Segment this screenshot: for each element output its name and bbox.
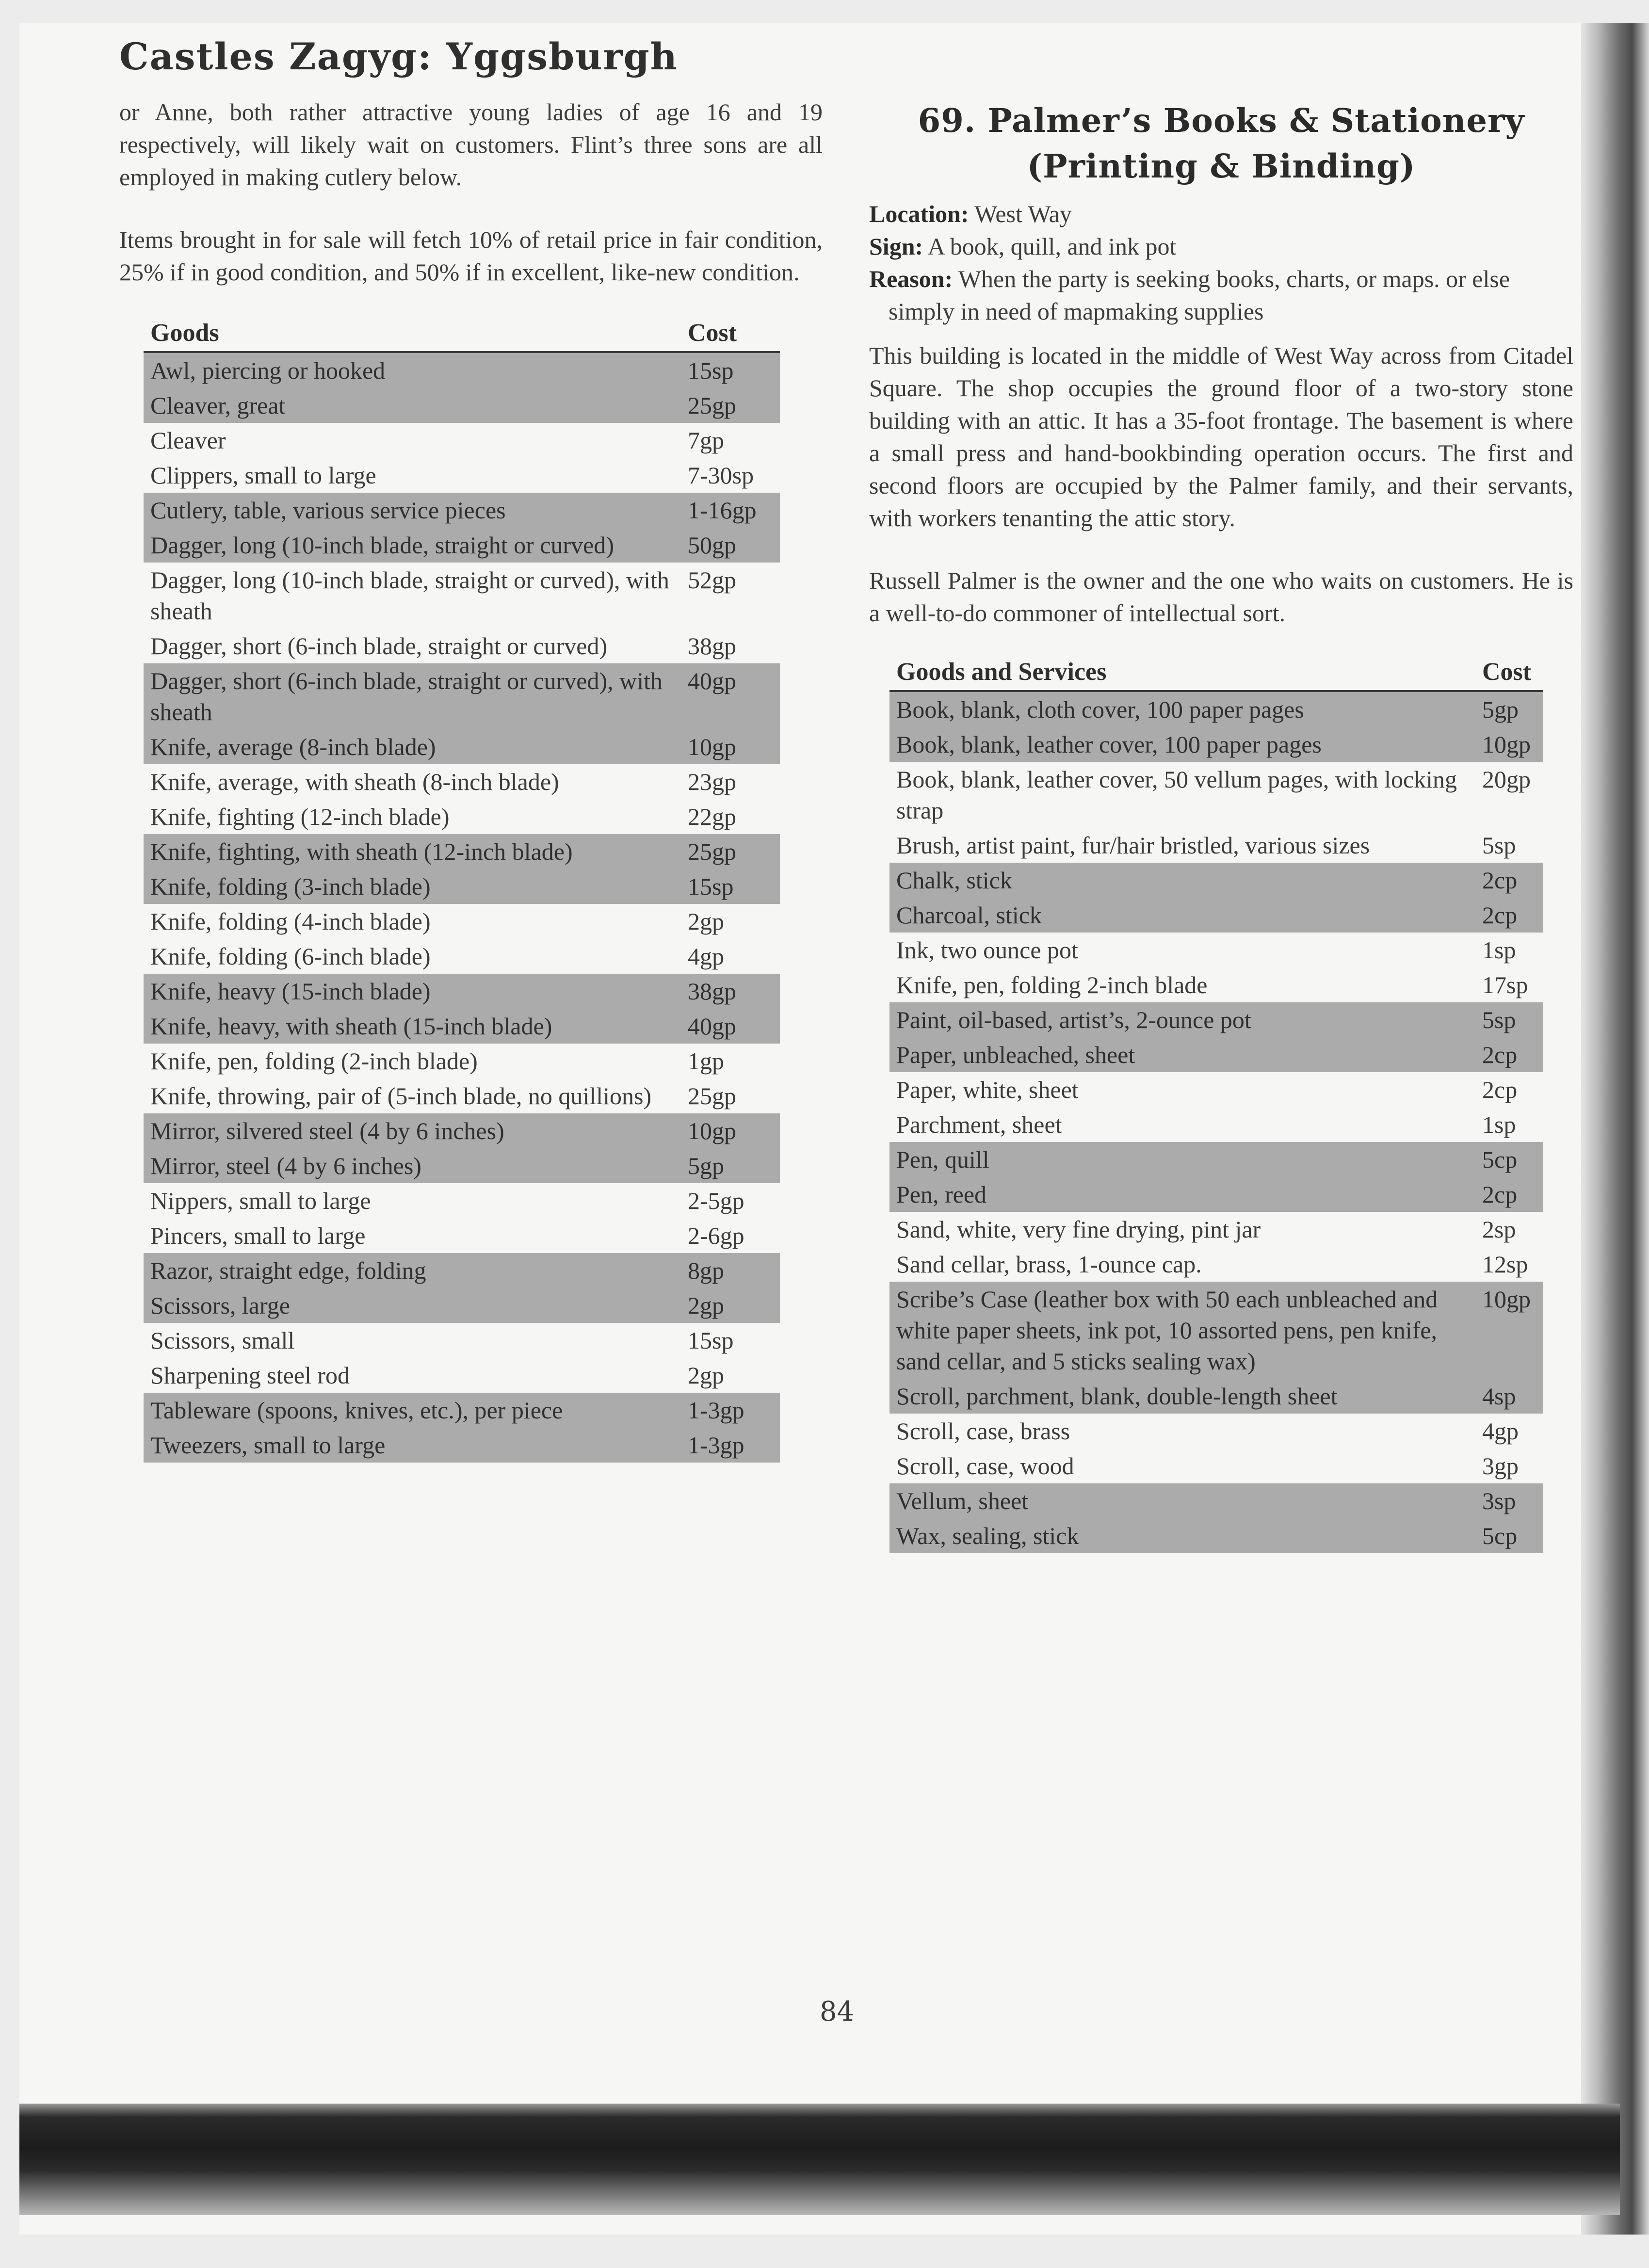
item-cell: Knife, folding (6-inch blade) [150, 943, 431, 970]
cost-cell: 50gp [681, 528, 780, 563]
table-header-row [144, 319, 780, 352]
sign-field [869, 230, 1573, 263]
item-cell: Sand cellar, brass, 1-ounce cap. [896, 1251, 1202, 1278]
table-row [889, 1072, 1543, 1107]
cost-cell: 22gp [688, 803, 736, 830]
table-row [889, 1177, 1543, 1212]
books-goods-table [889, 658, 1543, 1553]
item-cell: Charcoal, stick [889, 898, 1475, 933]
right-column [869, 96, 1573, 1553]
cost-cell: 52gp [688, 566, 736, 594]
cost-cell: 1-16gp [681, 493, 780, 528]
item-cell: Dagger, short (6-inch blade, straight or curved), with sheath [144, 663, 681, 729]
cost-cell: 5gp [1475, 691, 1543, 727]
table-row [144, 1323, 780, 1358]
shop-details [869, 198, 1573, 328]
table-row [144, 352, 780, 388]
table-row [144, 1253, 780, 1288]
sign-label: Sign: [869, 233, 923, 260]
table-row [144, 1288, 780, 1323]
right-paragraph-1: This building is located in the middle of West Way across from Citadel Square. The shop occupies the ground floor of a two-story stone building with an attic. It has a 35-foot frontage. The basement is where a small press and hand-bookbinding operation occurs. The first and second floors are occupied by the Palmer family, and their servants, with workers tenanting the attic story. [869, 342, 1573, 531]
item-cell: Clippers, small to large [150, 462, 376, 489]
table-row [889, 1282, 1543, 1379]
item-cell: Sharpening steel rod [150, 1362, 350, 1389]
books-goods-rows [889, 691, 1543, 1553]
item-cell: Scissors, large [144, 1288, 681, 1323]
item-cell: Wax, sealing, stick [889, 1518, 1475, 1553]
cost-cell: 2cp [1475, 1037, 1543, 1072]
cost-cell: 2gp [688, 1362, 724, 1389]
cost-cell: 5cp [1475, 1518, 1543, 1553]
cost-cell: 1sp [1482, 936, 1516, 964]
cost-cell: 1-3gp [681, 1393, 780, 1428]
shop-title [869, 98, 1573, 189]
item-cell: Vellum, sheet [889, 1483, 1475, 1518]
item-cell: Dagger, short (6-inch blade, straight or curved) [150, 632, 608, 659]
cost-column-header: Cost [1475, 658, 1543, 691]
cutlery-goods-table [144, 319, 780, 1463]
table-row [889, 1448, 1543, 1483]
cost-cell: 4gp [1482, 1417, 1519, 1445]
cost-cell: 1sp [1482, 1111, 1516, 1138]
table-row [889, 898, 1543, 933]
item-cell: Tweezers, small to large [144, 1428, 681, 1463]
table-row [889, 1142, 1543, 1177]
table-row [144, 834, 780, 869]
table-row [144, 663, 780, 729]
table-row [889, 1037, 1543, 1072]
cost-cell: 17sp [1482, 971, 1528, 998]
table-row [889, 933, 1543, 967]
reason-value: When the party is seeking books, charts, or maps. or else simply in need of mapmaking supplies [889, 265, 1510, 325]
table-row [144, 1393, 780, 1428]
table-row [144, 799, 780, 834]
cost-cell: 4gp [688, 943, 724, 970]
cost-cell: 10gp [1475, 727, 1543, 762]
cost-cell: 2-5gp [688, 1187, 744, 1214]
cost-cell: 4sp [1475, 1379, 1543, 1414]
item-cell: Mirror, silvered steel (4 by 6 inches) [144, 1113, 681, 1148]
item-cell: Knife, pen, folding (2-inch blade) [150, 1047, 478, 1075]
cost-cell: 25gp [681, 834, 780, 869]
table-row [889, 1107, 1543, 1142]
table-row [144, 1218, 780, 1253]
table-row [144, 869, 780, 904]
item-cell: Knife, fighting (12-inch blade) [150, 803, 450, 830]
item-cell: Chalk, stick [889, 863, 1475, 898]
cost-column-header: Cost [681, 319, 780, 352]
goods-column-header: Goods [144, 319, 681, 352]
item-cell: Book, blank, leather cover, 50 vellum pages, with locking strap [896, 766, 1457, 824]
item-cell: Knife, pen, folding 2-inch blade [896, 971, 1208, 998]
cost-cell: 2cp [1482, 1076, 1518, 1103]
cost-cell: 5sp [1482, 832, 1516, 859]
table-row [144, 1044, 780, 1078]
table-row [889, 1212, 1543, 1247]
table-row [889, 762, 1543, 828]
table-row [144, 628, 780, 663]
reason-label: Reason: [869, 265, 953, 292]
table-row [144, 563, 780, 628]
table-row [144, 764, 780, 799]
item-cell: Knife, throwing, pair of (5-inch blade, no quillions) [150, 1082, 652, 1110]
table-row [144, 458, 780, 493]
item-cell: Scissors, small [150, 1327, 295, 1354]
left-column [119, 96, 823, 1463]
cost-cell: 10gp [1475, 1282, 1543, 1379]
cost-cell: 38gp [688, 632, 736, 659]
item-cell: Razor, straight edge, folding [144, 1253, 681, 1288]
item-cell: Knife, folding (3-inch blade) [144, 869, 681, 904]
table-row [144, 388, 780, 423]
cost-cell: 20gp [1482, 766, 1531, 793]
table-row [889, 1414, 1543, 1448]
table-row [144, 1009, 780, 1044]
left-paragraph-1: or Anne, both rather attractive young ladies of age 16 and 19 respectively, will likely wait on customers. Flint’s three sons are all employed in making cutlery below. [119, 98, 823, 191]
scan-bottom-edge [19, 2104, 1620, 2215]
item-cell: Knife, average, with sheath (8-inch blade) [150, 768, 559, 795]
table-header-row [889, 658, 1543, 691]
item-cell: Brush, artist paint, fur/hair bristled, various sizes [896, 832, 1370, 859]
cost-cell: 2sp [1482, 1216, 1516, 1243]
item-cell: Scroll, parchment, blank, double-length sheet [889, 1379, 1475, 1414]
table-row [144, 974, 780, 1009]
cost-cell: 1gp [688, 1047, 724, 1075]
cost-cell: 2cp [1475, 898, 1543, 933]
item-cell: Cleaver [150, 427, 226, 454]
item-cell: Book, blank, cloth cover, 100 paper pages [889, 691, 1475, 727]
item-cell: Dagger, long (10-inch blade, straight or curved), with sheath [150, 566, 669, 625]
item-cell: Scroll, case, wood [896, 1452, 1074, 1480]
cost-cell: 2cp [1475, 1177, 1543, 1212]
table-row [144, 904, 780, 939]
cost-cell: 10gp [681, 729, 780, 764]
shop-title-line-1: 69. Palmer’s Books & Stationery [918, 101, 1525, 140]
table-row [889, 727, 1543, 762]
item-cell: Paper, unbleached, sheet [889, 1037, 1475, 1072]
cost-cell: 25gp [688, 1082, 736, 1110]
table-row [144, 1183, 780, 1218]
item-cell: Knife, fighting, with sheath (12-inch blade) [144, 834, 681, 869]
item-cell: Book, blank, leather cover, 100 paper pages [889, 727, 1475, 762]
left-paragraph-2: Items brought in for sale will fetch 10% of retail price in fair condition, 25% if in good condition, and 50% if in excellent, like-new condition. [119, 226, 823, 286]
item-cell: Dagger, long (10-inch blade, straight or curved) [144, 528, 681, 563]
cost-cell: 15sp [681, 869, 780, 904]
page-number: 84 [820, 1996, 855, 2027]
goods-services-column-header: Goods and Services [889, 658, 1475, 691]
cost-cell: 5cp [1475, 1142, 1543, 1177]
cost-cell: 8gp [681, 1253, 780, 1288]
table-row [889, 863, 1543, 898]
cost-cell: 10gp [681, 1113, 780, 1148]
item-cell: Cleaver, great [144, 388, 681, 423]
table-row [144, 528, 780, 563]
cost-cell: 12sp [1482, 1251, 1528, 1278]
table-row [144, 1113, 780, 1148]
item-cell: Paper, white, sheet [896, 1076, 1079, 1103]
item-cell: Knife, folding (4-inch blade) [150, 908, 431, 935]
item-cell: Awl, piercing or hooked [144, 352, 681, 388]
item-cell: Knife, heavy, with sheath (15-inch blade) [144, 1009, 681, 1044]
running-header: Castles Zagyg: Yggsburgh [119, 35, 678, 78]
book-spine-shadow [1581, 23, 1649, 2235]
item-cell: Cutlery, table, various service pieces [144, 493, 681, 528]
location-value: West Way [974, 200, 1072, 227]
cost-cell: 3gp [1482, 1452, 1519, 1480]
table-row [889, 1518, 1543, 1553]
cost-cell: 3sp [1475, 1483, 1543, 1518]
table-row [889, 828, 1543, 863]
reason-field [869, 263, 1573, 328]
location-label: Location: [869, 200, 969, 227]
cost-cell: 1-3gp [681, 1428, 780, 1463]
cost-cell: 2-6gp [688, 1222, 744, 1249]
cost-cell: 2gp [681, 1288, 780, 1323]
table-row [144, 1358, 780, 1393]
table-row [889, 967, 1543, 1002]
table-row [889, 1379, 1543, 1414]
cost-cell: 15sp [688, 1327, 734, 1354]
item-cell: Parchment, sheet [896, 1111, 1062, 1138]
table-row [144, 423, 780, 458]
cost-cell: 7gp [688, 427, 724, 454]
item-cell: Sand, white, very fine drying, pint jar [896, 1216, 1261, 1243]
table-row [144, 493, 780, 528]
cutlery-goods-rows [144, 352, 780, 1463]
cost-cell: 2gp [688, 908, 724, 935]
item-cell: Ink, two ounce pot [896, 936, 1078, 964]
table-row [889, 1247, 1543, 1282]
item-cell: Knife, heavy (15-inch blade) [144, 974, 681, 1009]
cost-cell: 40gp [681, 663, 780, 729]
table-row [144, 1428, 780, 1463]
item-cell: Scroll, case, brass [896, 1417, 1070, 1445]
sign-value: A book, quill, and ink pot [927, 233, 1177, 260]
right-paragraph-2: Russell Palmer is the owner and the one who waits on customers. He is a well-to-do commoner of intellectual sort. [869, 567, 1573, 627]
cost-cell: 38gp [681, 974, 780, 1009]
table-row [889, 1002, 1543, 1037]
shop-title-line-2: (Printing & Binding) [1027, 147, 1416, 185]
item-cell: Paint, oil-based, artist’s, 2-ounce pot [889, 1002, 1475, 1037]
item-cell: Nippers, small to large [150, 1187, 371, 1214]
item-cell: Pen, quill [889, 1142, 1475, 1177]
item-cell: Pen, reed [889, 1177, 1475, 1212]
item-cell: Knife, average (8-inch blade) [144, 729, 681, 764]
item-cell: Scribe’s Case (leather box with 50 each unbleached and white paper sheets, ink pot, 10 assorted pens, pen knife, sand cellar, and 5 sticks sealing wax) [889, 1282, 1475, 1379]
cost-cell: 5gp [681, 1148, 780, 1183]
cost-cell: 15sp [681, 352, 780, 388]
item-cell: Pincers, small to large [150, 1222, 366, 1249]
cost-cell: 25gp [681, 388, 780, 423]
cost-cell: 40gp [681, 1009, 780, 1044]
item-cell: Mirror, steel (4 by 6 inches) [144, 1148, 681, 1183]
table-row [144, 939, 780, 974]
location-field [869, 198, 1573, 230]
table-row [889, 1483, 1543, 1518]
cost-cell: 23gp [688, 768, 736, 795]
table-row [889, 691, 1543, 727]
table-row [144, 1148, 780, 1183]
cost-cell: 5sp [1475, 1002, 1543, 1037]
cost-cell: 7-30sp [688, 462, 754, 489]
cost-cell: 2cp [1475, 863, 1543, 898]
item-cell: Tableware (spoons, knives, etc.), per piece [144, 1393, 681, 1428]
table-row [144, 729, 780, 764]
table-row [144, 1078, 780, 1113]
